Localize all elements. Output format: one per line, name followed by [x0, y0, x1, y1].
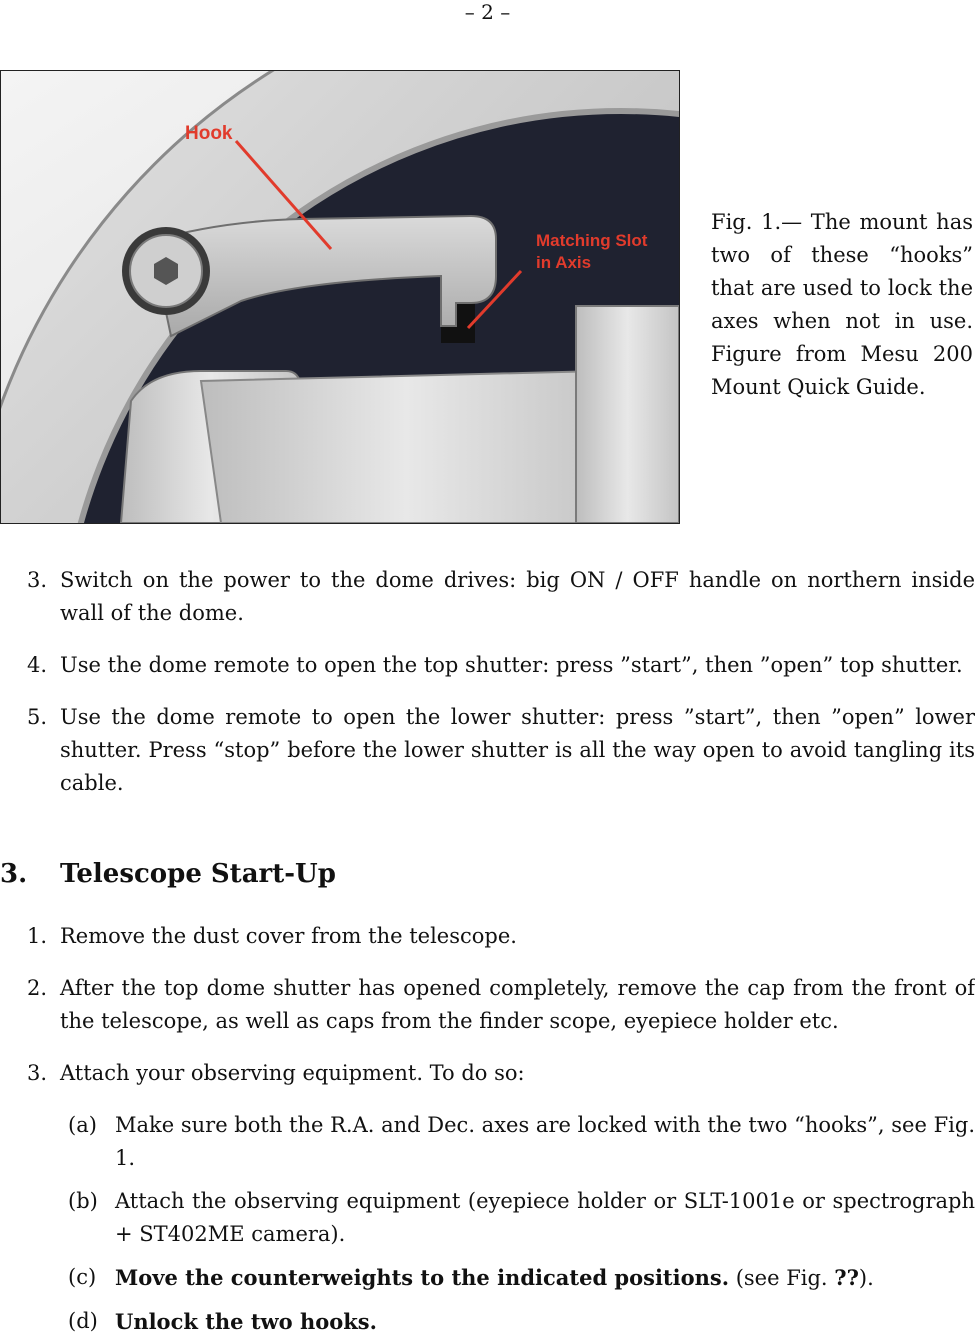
startup-steps-list	[0, 920, 975, 1339]
item-text: After the top dome shutter has opened completely, remove the cap from the front of the telescope, as well as caps from the finder scope, eyepiece holder etc.	[60, 976, 975, 1033]
sub-item-text: Attach the observing equipment (eyepiece holder or SLT-1001e or spectrograph + ST402ME camera).	[115, 1189, 975, 1246]
sub-item-number: (c)	[68, 1265, 97, 1289]
item-number: 5.	[27, 705, 48, 729]
dome-steps-list	[0, 564, 975, 800]
item-number: 3.	[27, 568, 48, 592]
sub-list-item	[0, 1109, 975, 1175]
item-text: Remove the dust cover from the telescope.	[60, 924, 517, 948]
slot-label-line2: in Axis	[536, 253, 592, 272]
list-item	[0, 972, 975, 1038]
item-number: 1.	[27, 924, 48, 948]
slot-label-line1: Matching Slot	[536, 231, 648, 250]
figure-hook-photo	[0, 70, 680, 524]
list-item	[0, 649, 975, 682]
item-text: Use the dome remote to open the lower shutter: press ”start”, then ”open” lower shutter. Press “stop” before the lower shutter is all the way open to avoid tangling its cable.	[60, 705, 975, 795]
list-item	[0, 1057, 975, 1090]
sub-item-number: (b)	[68, 1189, 98, 1213]
item-text: Switch on the power to the dome drives: big ON / OFF handle on northern inside wall of the dome.	[60, 568, 975, 625]
mount-hook-illustration	[1, 71, 679, 523]
item-number: 4.	[27, 653, 48, 677]
figure-reference[interactable]: ??	[834, 1265, 859, 1290]
list-item	[0, 920, 975, 953]
sub-item-text: Make sure both the R.A. and Dec. axes are locked with the two “hooks”, see Fig. 1.	[115, 1113, 975, 1170]
sub-item-number: (a)	[68, 1113, 97, 1137]
sub-list-item	[0, 1305, 975, 1339]
sub-item-text-end: ).	[858, 1266, 874, 1290]
list-item	[0, 564, 975, 630]
item-text: Attach your observing equipment. To do so:	[60, 1061, 525, 1085]
section-number: 3.	[0, 859, 28, 889]
item-text: Use the dome remote to open the top shutter: press ”start”, then ”open” top shutter.	[60, 653, 963, 677]
hook-label: Hook	[185, 123, 233, 144]
section-heading	[0, 856, 336, 892]
sub-item-bold-text: Move the counterweights to the indicated positions.	[115, 1265, 730, 1290]
sub-list-item	[0, 1261, 975, 1295]
item-number: 3.	[27, 1061, 48, 1085]
figure-caption: Fig. 1.— The mount has two of these “hooks” that are used to lock the axes when not in use. Figure from Mesu 200 Mount Quick Guide.	[711, 210, 973, 399]
list-item	[0, 701, 975, 800]
item-number: 2.	[27, 976, 48, 1000]
section-title: Telescope Start-Up	[60, 859, 336, 889]
sub-item-number: (d)	[68, 1309, 98, 1333]
sub-item-bold-text: Unlock the two hooks.	[115, 1309, 377, 1334]
sub-item-text: (see Fig.	[729, 1266, 835, 1290]
sub-list-item	[0, 1185, 975, 1251]
page-number: – 2 –	[464, 0, 511, 24]
